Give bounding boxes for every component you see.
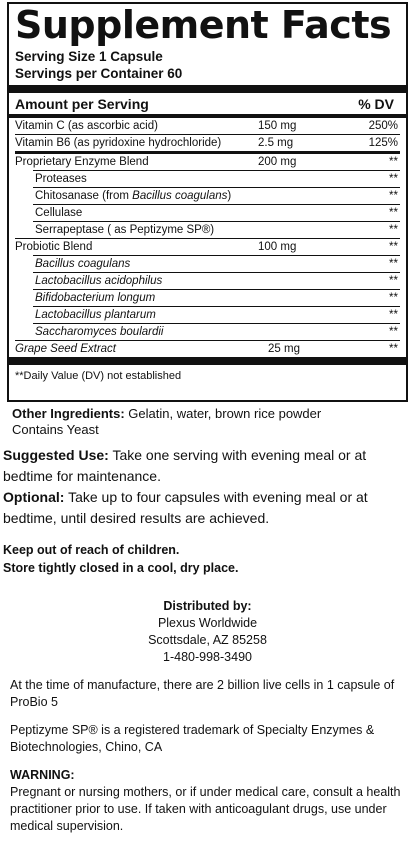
distributor-phone: 1-480-998-3490 — [163, 650, 252, 664]
nutrient-row-cellulase: Cellulase ** — [33, 204, 400, 221]
nutrient-row-l-plantarum: Lactobacillus plantarum ** — [33, 306, 400, 323]
store-tightly: Store tightly closed in a cool, dry place. — [3, 561, 239, 575]
thick-divider — [9, 357, 406, 365]
distributor-block — [0, 598, 415, 666]
contains-yeast: Contains Yeast — [12, 422, 99, 437]
serving-size: Serving Size 1 Capsule — [15, 49, 163, 64]
suggested-use: Suggested Use: Take one serving with evening meal or at bedtime for maintenance. Optional: Take up to four capsules with evening meal or at bedtime, until desired results are achieved. — [3, 445, 408, 529]
amount-header: Amount per Serving — [15, 96, 149, 112]
trademark-note: Peptizyme SP® is a registered trademark of Specialty Enzymes & Biotechnologies, Chino, CA — [10, 723, 375, 754]
thick-divider — [9, 85, 406, 93]
nutrient-row-b-coagulans: Bacillus coagulans ** — [33, 255, 400, 272]
live-cells-note: At the time of manufacture, there are 2 billion live cells in 1 capsule of ProBio 5 — [10, 678, 395, 709]
supplement-facts-panel — [7, 2, 408, 402]
nutrient-row-s-boulardii: Saccharomyces boulardii ** — [33, 323, 400, 340]
distributor-name: Plexus Worldwide — [157, 616, 258, 630]
keep-out-of-reach: Keep out of reach of children. — [3, 543, 180, 557]
dv-header: % DV — [358, 96, 394, 112]
distributed-by-label: Distributed by: — [163, 599, 252, 613]
distributor-city: Scottsdale, AZ 85258 — [148, 633, 267, 647]
nutrient-row-grape-seed: Grape Seed Extract 25 mg ** — [15, 340, 400, 357]
nutrient-row-serrapeptase: Serrapeptase ( as Peptizyme SP®) ** — [33, 221, 400, 238]
nutrient-row-enzyme-blend: Proprietary Enzyme Blend 200 mg ** — [15, 151, 400, 170]
warning-label: WARNING: — [10, 768, 75, 782]
other-ingredients: Other Ingredients: Gelatin, water, brown rice powder Contains Yeast — [12, 406, 415, 438]
warning-text: Pregnant or nursing mothers, or if under medical care, consult a health practitioner prior to use. If taken with anticoagulant drugs, use under medical supervision. — [10, 785, 401, 833]
nutrient-row-vitamin-c: Vitamin C (as ascorbic acid) 150 mg 250% — [15, 120, 398, 132]
panel-title: Supplement Facts — [15, 3, 392, 47]
nutrient-row-proteases: Proteases ** — [33, 170, 400, 187]
warning-block — [10, 767, 410, 835]
nutrient-row-probiotic-blend: Probiotic Blend 100 mg ** — [15, 238, 400, 255]
dv-footnote: **Daily Value (DV) not established — [15, 370, 182, 382]
column-header — [15, 96, 400, 114]
nutrient-row-l-acidophilus: Lactobacillus acidophilus ** — [33, 272, 400, 289]
storage-caution — [3, 541, 415, 577]
optional-use: Optional: Take up to four capsules with evening meal or at bedtime, until desired results are achieved. — [3, 489, 368, 526]
nutrient-row-vitamin-b6: Vitamin B6 (as pyridoxine hydrochloride) 2.5 mg 125% — [15, 134, 400, 151]
nutrient-row-chitosanase: Chitosanase (from Bacillus coagulans) ** — [33, 187, 400, 204]
nutrient-row-b-longum: Bifidobacterium longum ** — [33, 289, 400, 306]
servings-per-container: Servings per Container 60 — [15, 66, 183, 81]
